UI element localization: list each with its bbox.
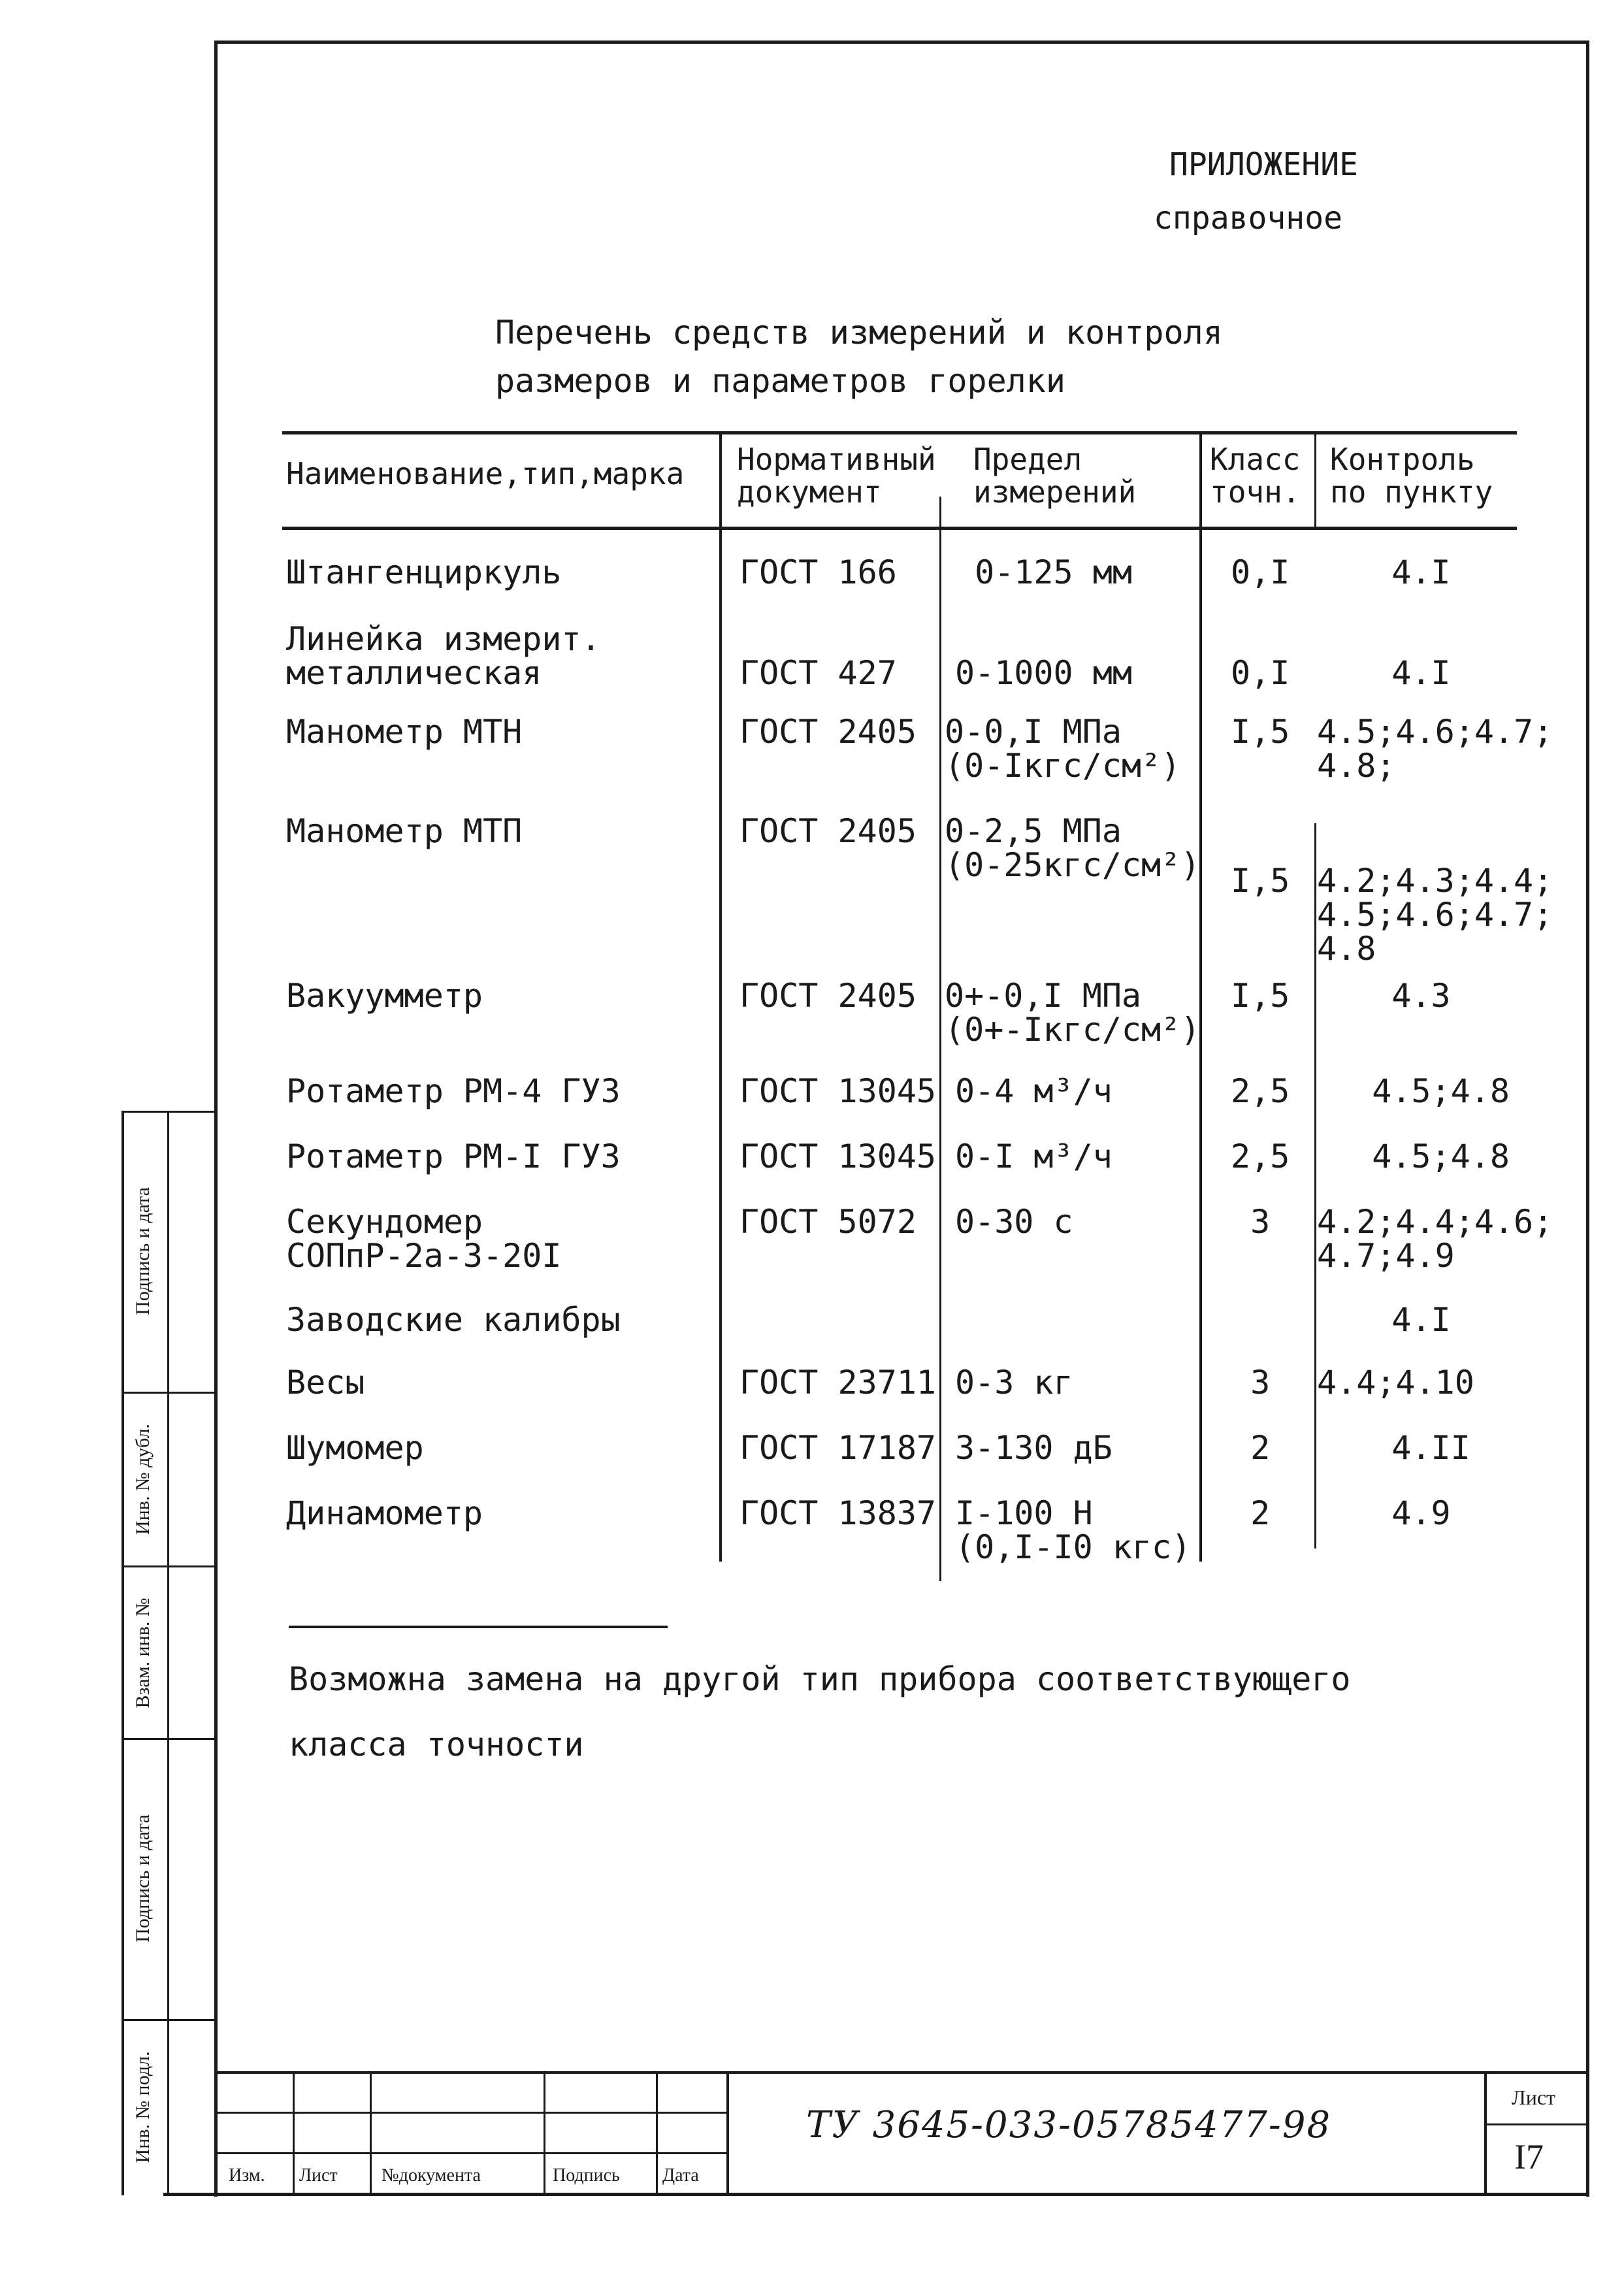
cell-doc: ГОСТ 23711 [739, 1364, 937, 1401]
title-block-izm: Изм. [229, 2165, 265, 2186]
document-title-line2: размеров и параметров горелки [495, 362, 1065, 400]
cell-doc: ГОСТ 17187 [739, 1429, 937, 1467]
cell-ctrl: 4.5;4.8 [1333, 1138, 1510, 1175]
cell-name: Линейка измерит. металлическая [286, 620, 601, 692]
cell-range: 0-I м³/ч [955, 1138, 1112, 1175]
table-header-rule [282, 527, 1517, 530]
cell-name: Ротаметр РМ-I ГУЗ [286, 1138, 621, 1175]
cell-class: 2,5 [1231, 1072, 1290, 1110]
cell-class: 2 [1231, 1429, 1271, 1467]
side-sign-date-1: Подпись и дата [132, 1187, 154, 1315]
document-code: ТУ 3645-033-05785477-98 [806, 2104, 1332, 2146]
cell-ctrl: 4.3 [1352, 977, 1451, 1015]
col-header-range-line2: измерений [973, 474, 1137, 510]
table-top-rule [282, 431, 1517, 434]
col-header-class-line1: Класс [1210, 442, 1301, 477]
appendix-type: справочное [1154, 200, 1342, 237]
col-divider-2 [939, 497, 941, 1581]
cell-class: 2 [1231, 1494, 1271, 1532]
cell-name: Манометр МТП [286, 812, 523, 850]
cell-ctrl: 4.I [1391, 654, 1451, 692]
cell-range: 0-4 м³/ч [955, 1072, 1112, 1110]
cell-name: Секундомер СОПпР-2а-3-20I [286, 1203, 562, 1275]
col-header-doc-line2: документ [737, 474, 882, 510]
cell-range: 0-3 кг [955, 1364, 1073, 1401]
appendix-title: ПРИЛОЖЕНИЕ [1169, 146, 1358, 183]
title-block-doc-no: №документа [382, 2165, 481, 2186]
cell-class: I,5 [1231, 977, 1290, 1015]
cell-doc: ГОСТ 2405 [739, 812, 917, 850]
cell-doc: ГОСТ 166 [739, 553, 897, 591]
cell-class: 0,I [1231, 553, 1290, 591]
col-header-name: Наименование,тип,марка [286, 456, 685, 491]
cell-ctrl: 4.II [1333, 1429, 1470, 1467]
col-divider-4 [1314, 431, 1316, 529]
cell-doc: ГОСТ 13045 [739, 1072, 937, 1110]
sheet-label: Лист [1512, 2086, 1556, 2109]
cell-class: 0,I [1231, 654, 1290, 692]
footnote-line2: класса точности [289, 1726, 584, 1763]
cell-range: 3-130 дБ [955, 1429, 1112, 1467]
cell-ctrl: 4.I [1352, 553, 1451, 591]
cell-doc: ГОСТ 13837 [739, 1494, 937, 1532]
cell-class: I,5 [1231, 713, 1290, 751]
cell-ctrl: 4.4;4.10 [1317, 1364, 1474, 1401]
cell-doc: ГОСТ 427 [739, 654, 897, 692]
cell-range: 0-1000 мм [955, 654, 1132, 692]
cell-doc: ГОСТ 2405 [739, 977, 917, 1015]
cell-range: I-100 Н (0,I-I0 кгс) [955, 1494, 1192, 1566]
cell-range: 0-2,5 МПа (0-25кгс/см²) [945, 812, 1201, 884]
cell-name: Динамометр [286, 1494, 483, 1532]
cell-range: 0+-0,I МПа (0+-Iкгс/см²) [945, 977, 1201, 1049]
cell-range: 0-125 мм [955, 553, 1132, 591]
cell-class: 3 [1231, 1203, 1271, 1241]
cell-ctrl: 4.2;4.4;4.6; 4.7;4.9 [1317, 1203, 1553, 1275]
title-block-data: Дата [662, 2165, 699, 2186]
cell-class: I,5 [1231, 862, 1290, 900]
cell-name: Штангенциркуль [286, 553, 562, 591]
cell-doc: ГОСТ 5072 [739, 1203, 917, 1241]
cell-name: Вакуумметр [286, 977, 483, 1015]
side-inv-dubl: Инв. № дубл. [132, 1424, 154, 1535]
footnote-rule [289, 1626, 668, 1628]
cell-name: Весы [286, 1364, 365, 1401]
title-block-list: Лист [299, 2165, 338, 2186]
cell-ctrl: 4.9 [1333, 1494, 1451, 1532]
cell-range: 0-30 с [955, 1203, 1073, 1241]
side-sign-date-2: Подпись и дата [132, 1814, 154, 1942]
document-title-line1: Перечень средств измерений и контроля [495, 314, 1223, 352]
cell-name: Шумомер [286, 1429, 424, 1467]
cell-ctrl: 4.5;4.6;4.7; 4.8; [1317, 713, 1553, 785]
cell-name: Ротаметр РМ-4 ГУЗ [286, 1072, 621, 1110]
side-vzam-inv: Взам. инв. № [132, 1598, 154, 1709]
title-block-podpis: Подпись [553, 2165, 620, 2186]
col-header-ctrl-line1: Контроль [1330, 442, 1475, 477]
cell-doc: ГОСТ 2405 [739, 713, 917, 751]
footnote-line1: Возможна замена на другой тип прибора соответствующего [289, 1660, 1351, 1698]
cell-range: 0-0,I МПа (0-Iкгс/см²) [945, 713, 1181, 785]
cell-doc: ГОСТ 13045 [739, 1138, 937, 1175]
cell-class: 3 [1231, 1364, 1271, 1401]
cell-ctrl: 4.5;4.8 [1333, 1072, 1510, 1110]
col-header-doc-line1: Нормативный [737, 442, 936, 477]
sheet-number: I7 [1514, 2137, 1544, 2176]
cell-ctrl: 4.I [1333, 1301, 1451, 1339]
side-inv-podl: Инв. № подл. [132, 2051, 154, 2163]
col-header-ctrl-line2: по пункту [1330, 474, 1493, 510]
cell-name: Манометр МТН [286, 713, 523, 751]
cell-name: Заводские калибры [286, 1301, 621, 1339]
cell-ctrl: 4.2;4.3;4.4; 4.5;4.6;4.7; 4.8 [1317, 862, 1553, 968]
col-divider-4b [1314, 823, 1316, 1548]
col-header-class-line2: точн. [1210, 474, 1301, 510]
col-header-range-line1: Предел [973, 442, 1082, 477]
col-divider-1 [719, 431, 722, 1562]
cell-class: 2,5 [1231, 1138, 1290, 1175]
